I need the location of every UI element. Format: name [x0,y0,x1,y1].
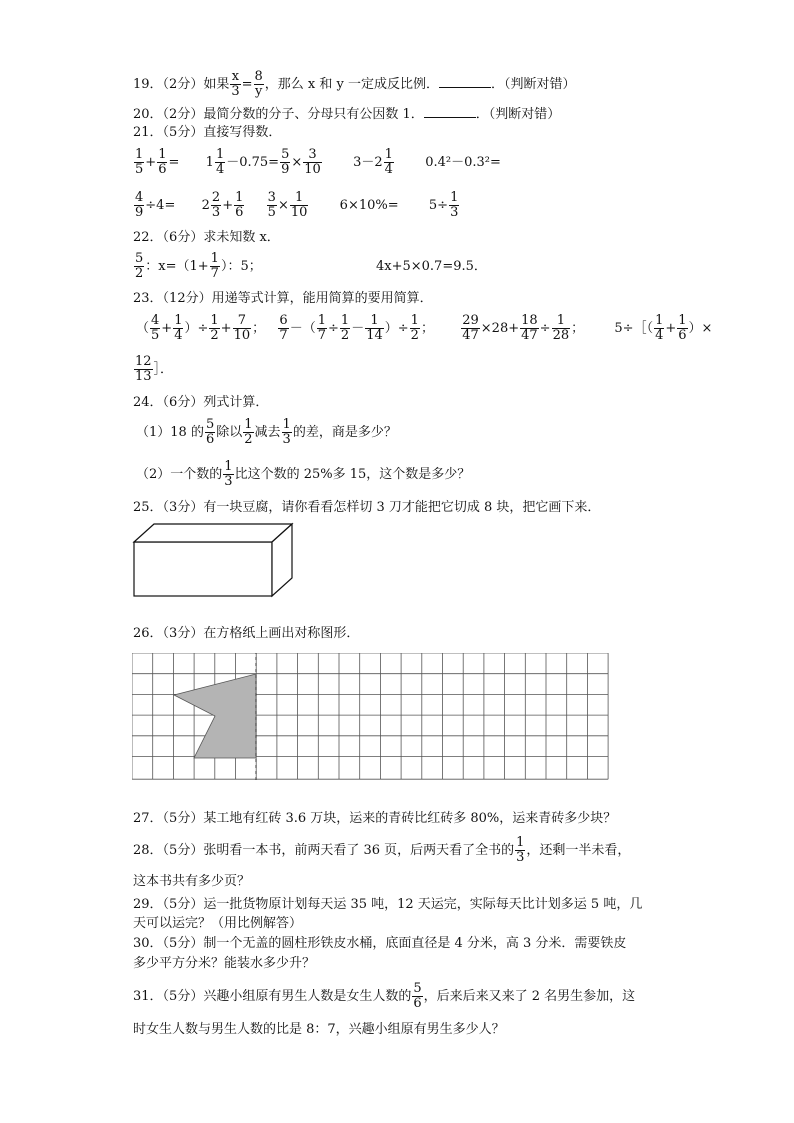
question-22-equations: $\frac{5}{2}$ ：x=（1+ $\frac{1}{7}$ ）：5； [135,251,262,281]
fraction: $\frac{1}{2}$ [410,313,419,343]
question-24-title: 24．（6分）列式计算． [133,395,269,410]
fraction: $\frac{1}{4}$ [384,147,393,177]
fraction: $\frac{18}{47}$ [521,313,538,343]
question-23-problems: （ $\frac{4}{5}$ + $\frac{1}{4}$ ）÷ $\frac{1}{2}$ + $\frac{7}{10}$ ； $\frac{6}{7}$ －（ $\frac{1}{7}$ ÷ $\frac{1}{2}$ － $\frac{1}{14}$ ）÷ $\frac{1}{2}$ ； $\frac{29}{47}$ ×28+ $\frac{18}{47}$ ÷ $\frac{1}{28}$ ； 5÷［（ $\frac{1}{4}$ + $\frac{1}{6}$ ）× [136,313,713,343]
fraction: $\frac{1}{4}$ [655,313,664,343]
question-31-line-2: 时女生人数与男生人数的比是 8：7，兴趣小组原有男生多少人？ [133,1022,505,1037]
question-31-line-1: 31．（5分）兴趣小组原有男生人数是女生人数的 $\frac{5}{6}$ ，后来后来又来了 2 名男生参加，这 [133,981,636,1011]
question-20: 20．（2分）最简分数的分子、分母只有公因数 1． ．（判断对错） [133,107,561,122]
box-top-face [134,524,292,542]
fraction: $\frac{1}{2}$ [244,417,253,447]
fraction: $\frac{29}{47}$ [462,313,479,343]
fraction: $\frac{3}{10}$ [304,147,321,177]
fraction: $\frac{2}{3}$ [211,190,221,220]
fraction: $\frac{4}{9}$ [135,190,144,220]
question-29-line-1: 29．（5分）运一批货物原计划每天运 35 吨，12 天运完，实际每天比计划多运 5 吨，几 [133,897,643,912]
fraction: $\frac{x}{3}$ [231,69,240,99]
question-30-line-2: 多少平方分米？能装水多少升？ [133,956,316,971]
fraction: $\frac{1}{2}$ [210,313,219,343]
fraction: $\frac{1}{3}$ [224,459,233,489]
fraction: $\frac{1}{3}$ [450,190,459,220]
answer-blank[interactable] [439,75,491,88]
question-29-line-2: 天可以运完？（用比例解答） [133,916,303,931]
fraction: $\frac{1}{3}$ [282,417,291,447]
question-28-line-2: 这本书共有多少页？ [133,874,251,889]
fraction: $\frac{5}{6}$ [413,981,422,1011]
question-22-title: 22．（6分）求未知数 x． [133,230,280,245]
fraction: $\frac{6}{7}$ [279,313,288,343]
box-front-face [134,542,272,596]
fraction: $\frac{3}{5}$ [267,190,276,220]
question-23-title: 23．（12分）用递等式计算，能用简算的要用简算． [133,291,433,306]
fraction: $\frac{12}{13}$ [135,354,152,384]
fraction: $\frac{1}{6}$ [158,147,167,177]
grid-paper-figure [132,653,612,785]
fraction: $\frac{5}{9}$ [281,147,290,177]
question-24-part-1: （1）18 的 $\frac{5}{6}$ 除以 $\frac{1}{2}$ 减去 $\frac{1}{3}$ 的差，商是多少？ [136,417,397,447]
answer-blank[interactable] [424,105,476,118]
question-25: 25．（3分）有一块豆腐，请你看看怎样切 3 刀才能把它切成 8 块，把它画下来． [133,500,601,515]
fraction: $\frac{1}{28}$ [552,313,570,343]
question-27: 27．（5分）某工地有红砖 3.6 万块，运来的青砖比红砖多 80%，运来青砖多少块？ [133,811,617,826]
question-22-equation-2: 4x+5×0.7=9.5． [376,259,487,274]
tofu-box-figure [130,520,300,600]
fraction: $\frac{1}{4}$ [174,313,183,343]
question-30-line-1: 30．（5分）制一个无盖的圆柱形铁皮水桶，底面直径是 4 分米，高 3 分米．需要铁皮 [133,936,627,951]
fraction: $\frac{5}{2}$ [135,251,144,281]
fraction: $\frac{1}{6}$ [678,313,687,343]
fraction: $\frac{1}{4}$ [215,147,225,177]
fraction: $\frac{1}{7}$ [317,313,326,343]
fraction: $\frac{5}{6}$ [205,417,215,447]
fraction: $\frac{1}{10}$ [290,190,308,220]
question-21-title: 21．（5分）直接写得数． [133,125,282,140]
fraction: $\frac{4}{5}$ [151,313,160,343]
question-21-row-2: $\frac{4}{9}$ ÷4= 2 $\frac{2}{3}$ + $\frac{1}{6}$ $\frac{3}{5}$ × $\frac{1}{10}$ 6×10%= 5÷ $\frac{1}{3}$ [135,190,459,220]
question-21-row-1: $\frac{1}{5}$ + $\frac{1}{6}$ = 1 $\frac{1}{4}$ －0.75= $\frac{5}{9}$ × $\frac{3}{10}$ 3－2 $\frac{1}{4}$ 0.4²－0.3²= [135,147,501,177]
question-26: 26．（3分）在方格纸上画出对称图形． [133,626,360,641]
fraction: $\frac{1}{2}$ [340,313,350,343]
fraction: $\frac{1}{5}$ [135,147,144,177]
fraction: $\frac{1}{7}$ [210,251,219,281]
fraction: $\frac{8}{y}$ [254,69,263,99]
fraction: $\frac{1}{6}$ [235,190,244,220]
fraction: $\frac{7}{10}$ [233,313,251,343]
half-shape [174,674,256,758]
question-28-line-1: 28．（5分）张明看一本书，前两天看了 36 页，后两天看了全书的 $\frac{1}{3}$ ，还剩一半未看， [133,835,631,865]
question-24-part-2: （2）一个数的 $\frac{1}{3}$ 比这个数的 25%多 15，这个数是多少？ [136,459,471,489]
fraction: $\frac{1}{3}$ [516,835,525,865]
question-23-continuation: $\frac{12}{13}$ ］． [135,354,174,384]
fraction: $\frac{1}{14}$ [366,313,383,343]
grid-lines [132,653,608,779]
question-19: 19．（2分）如果 $\frac{x}{3}$ = $\frac{8}{y}$ ，那么 x 和 y 一定成反比例． ．（判断对错） [133,69,576,99]
